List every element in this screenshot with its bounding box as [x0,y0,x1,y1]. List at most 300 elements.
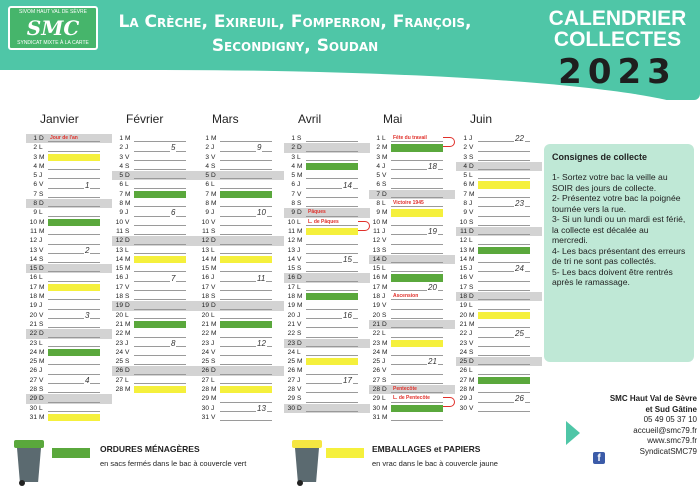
day-row [26,264,112,273]
day-letter: M [469,320,475,328]
day-row [112,385,198,394]
day-cell [478,349,530,356]
day-number: 6 [291,181,295,189]
day-cell [306,302,358,309]
day-number: 28 [372,386,380,394]
day-row [198,366,284,375]
day-number: 28 [201,386,209,394]
emballages-collection-cell [306,358,358,365]
day-number: 24 [201,348,209,356]
month-header: Juin [470,112,493,126]
day-letter: V [297,255,302,263]
day-letter: L [382,265,386,273]
day-cell [306,265,358,272]
day-row [26,153,112,162]
day-letter: J [211,144,215,152]
day-cell [391,293,443,300]
day-row [112,311,198,320]
day-cell [478,293,530,300]
day-letter: L [469,237,473,245]
day-row [456,376,542,385]
day-row [284,320,370,329]
day-row [26,339,112,348]
day-row [456,199,542,208]
day-number: 23 [201,339,209,347]
day-row [26,348,112,357]
day-letter: M [382,218,388,226]
day-cell [478,386,530,393]
day-letter: S [125,162,130,170]
day-row [26,283,112,292]
emballages-collection-cell [478,181,530,188]
day-row [198,320,284,329]
day-row [198,227,284,236]
calendar-title [535,8,700,50]
day-row [112,329,198,338]
day-letter: S [211,227,216,235]
day-number: 26 [459,367,467,375]
month-column [112,134,198,394]
day-letter: L [39,404,43,412]
day-letter: M [211,395,217,403]
day-letter: J [382,162,386,170]
day-letter: L [125,246,129,254]
day-number: 24 [372,348,380,356]
day-letter: D [39,200,44,208]
contact-block [567,394,697,457]
day-cell [391,247,443,254]
day-number: 19 [115,302,123,310]
day-number: 15 [201,265,209,273]
day-number: 23 [372,339,380,347]
day-number: 24 [459,348,467,356]
day-letter: M [297,227,303,235]
day-letter: D [297,274,302,282]
ordures-collection-cell [306,293,358,300]
day-cell [134,302,186,309]
week-number: 26 [515,394,524,404]
day-row [369,236,455,245]
day-cell [220,377,272,384]
day-row [198,171,284,180]
day-number: 20 [459,311,467,319]
day-row [284,376,370,385]
day-letter: M [39,358,45,366]
day-number: 21 [115,320,123,328]
day-letter: J [297,246,301,254]
day-number: 2 [205,144,209,152]
day-number: 21 [459,320,467,328]
day-number: 22 [29,330,37,338]
day-letter: S [297,395,302,403]
day-letter: M [297,367,303,375]
day-letter: S [39,190,44,198]
day-letter: D [125,367,130,375]
day-letter: M [211,200,217,208]
day-number: 17 [459,283,467,291]
day-letter: M [382,348,388,356]
day-cell [134,237,186,244]
week-number: 6 [171,208,176,218]
day-row [369,171,455,180]
day-row [284,264,370,273]
day-number: 26 [287,367,295,375]
day-number: 30 [287,404,295,412]
day-cell [478,191,530,198]
day-row [26,162,112,171]
day-number: 5 [463,172,467,180]
month-header: Février [126,112,164,126]
day-row [456,143,542,152]
day-letter: S [39,320,44,328]
ordures-collection-cell [391,405,443,412]
day-number: 8 [33,200,37,208]
day-cell [391,395,443,402]
day-letter: M [382,144,388,152]
emballages-collection-cell [306,228,358,235]
day-number: 31 [372,413,380,421]
day-cell [306,395,358,402]
day-number: 11 [116,227,123,235]
day-letter: M [211,320,217,328]
day-letter: L [382,200,386,208]
day-number: 22 [459,330,467,338]
day-number: 8 [463,200,467,208]
day-cell [391,265,443,272]
day-letter: V [469,339,474,347]
day-row [369,339,455,348]
day-number: 3 [205,153,209,161]
contact-name-2: et Sud Gâtine [645,404,697,414]
day-row [112,301,198,310]
day-cell [48,358,100,365]
contact-web[interactable]: www.smc79.fr [647,436,697,445]
day-letter: L [211,376,215,384]
day-cell [478,154,530,161]
day-letter: J [382,227,386,235]
day-letter: D [125,237,130,245]
calendar-title-line-2: COLLECTES [553,28,682,51]
day-cell [220,154,272,161]
week-number: 13 [257,403,266,413]
day-number: 27 [459,376,467,384]
ordures-desc: en sacs fermés dans le bac à couvercle vert [100,459,247,468]
day-number: 25 [201,358,209,366]
day-letter: M [382,209,388,217]
day-row [369,329,455,338]
day-cell [48,265,100,272]
day-row [198,208,284,217]
day-row [112,162,198,171]
day-letter: D [297,209,302,217]
day-number: 17 [287,283,295,291]
consigne-item: 5- Les bacs doivent être rentrés après le ramassage. [552,266,673,287]
day-number: 5 [376,172,380,180]
day-row [198,348,284,357]
day-cell [478,284,530,291]
day-cell [391,414,443,421]
day-number: 22 [201,330,209,338]
day-number: 13 [115,246,123,254]
day-row [198,404,284,413]
day-row [112,348,198,357]
day-cell [220,312,272,319]
day-row [369,292,455,301]
day-cell [48,321,100,328]
day-row [112,292,198,301]
ordures-collection-cell [391,144,443,151]
day-letter: V [469,274,474,282]
day-number: 6 [119,181,123,189]
day-number: 17 [201,283,209,291]
day-cell [306,135,358,142]
day-letter: L [39,209,43,217]
week-number: 22 [515,134,524,143]
day-letter: D [469,227,474,235]
day-letter: M [39,293,45,301]
day-row [26,208,112,217]
day-number: 20 [115,311,123,319]
day-row [456,190,542,199]
month-header: Mars [212,112,239,126]
day-number: 3 [463,153,467,161]
day-number: 10 [29,218,37,226]
day-number: 7 [119,190,123,198]
day-letter: D [382,255,387,263]
day-row [198,311,284,320]
day-letter: V [39,376,44,384]
day-cell [220,219,272,226]
day-cell [391,367,443,374]
week-number: 25 [515,329,524,339]
day-row [284,339,370,348]
day-row [198,255,284,264]
day-row [284,255,370,264]
day-letter: V [382,367,387,375]
day-number: 12 [459,237,467,245]
day-number: 14 [29,255,37,263]
day-number: 9 [119,209,123,217]
day-number: 1 [463,135,467,142]
day-row [284,171,370,180]
day-number: 2 [291,144,295,152]
day-row [26,171,112,180]
emballages-collection-cell [391,209,443,216]
day-row [26,329,112,338]
day-number: 1 [119,135,123,142]
day-number: 25 [29,358,37,366]
day-letter: V [469,404,474,412]
day-number: 28 [459,386,467,394]
day-number: 11 [373,227,380,235]
day-cell [220,200,272,207]
day-row [369,301,455,310]
day-row [112,255,198,264]
day-number: 7 [463,190,467,198]
day-row [284,199,370,208]
day-letter: D [39,395,44,403]
day-cell [48,395,100,402]
day-letter: M [211,135,217,142]
day-row [198,273,284,282]
week-number: 21 [428,357,437,367]
day-row [112,171,198,180]
day-number: 18 [115,293,123,301]
day-number: 1 [205,135,209,142]
day-row [456,339,542,348]
day-number: 28 [115,386,123,394]
day-number: 13 [29,246,37,254]
day-number: 15 [459,265,467,273]
day-letter: L [211,311,215,319]
green-bin-icon [14,440,44,486]
day-cell [478,256,530,263]
day-row [369,255,455,264]
day-letter: M [125,255,131,263]
day-number: 3 [291,153,295,161]
logo-top-text: SIVOM HAUT VAL DE SÈVRE [19,9,87,15]
day-letter: M [382,404,388,412]
day-number: 11 [202,227,209,235]
day-row [369,208,455,217]
day-cell [48,340,100,347]
week-number: 15 [343,254,352,264]
day-letter: D [297,144,302,152]
day-number: 1 [376,135,380,142]
day-number: 16 [459,274,467,282]
day-letter: J [382,358,386,366]
day-letter: J [297,376,301,384]
day-row [456,255,542,264]
day-number: 28 [29,386,37,394]
day-cell [306,367,358,374]
day-row [198,236,284,245]
day-cell [220,181,272,188]
communes-line-1: La Crèche, Exireuil, Fomperron, François, [118,12,472,32]
day-number: 29 [29,395,37,403]
day-letter: J [297,181,301,189]
day-number: 22 [372,330,380,338]
day-letter: S [211,358,216,366]
day-number: 6 [376,181,380,189]
day-row [284,208,370,217]
day-number: 7 [376,190,380,198]
day-cell [134,219,186,226]
day-letter: D [382,386,387,394]
day-number: 18 [201,293,209,301]
day-cell [48,274,100,281]
day-letter: S [382,376,387,384]
day-number: 9 [205,209,209,217]
day-cell [391,386,443,393]
day-cell [134,144,186,151]
day-row [456,246,542,255]
day-letter: J [39,237,43,245]
emballages-desc: en vrac dans le bac à couvercle jaune [372,459,498,468]
contact-facebook[interactable]: SyndicatSMC79 [639,446,697,456]
day-row [198,143,284,152]
day-cell [220,172,272,179]
day-row [26,246,112,255]
day-number: 29 [287,395,295,403]
day-number: 30 [372,404,380,412]
week-number: 11 [257,273,266,283]
day-letter: S [469,283,474,291]
day-number: 4 [119,162,123,170]
day-row [198,218,284,227]
day-row [369,385,455,394]
day-number: 29 [201,395,209,403]
week-number: 2 [85,245,90,255]
day-number: 8 [291,200,295,208]
day-cell [134,340,186,347]
day-letter: L [297,153,301,161]
day-number: 16 [287,274,295,282]
day-letter: M [125,330,131,338]
day-row [198,394,284,403]
day-row [284,143,370,152]
day-cell [48,237,100,244]
week-number: 8 [171,338,176,348]
day-number: 20 [287,311,295,319]
day-cell [134,135,186,142]
emballages-title: EMBALLAGES et PAPIERS [372,444,481,454]
day-letter: V [125,153,130,161]
day-number: 5 [33,172,37,180]
day-number: 8 [376,200,380,208]
day-letter: J [469,200,473,208]
holiday-label: Ascension [393,293,419,300]
day-row [112,236,198,245]
day-row [198,339,284,348]
day-cell [391,377,443,384]
day-row [369,357,455,366]
day-letter: M [39,162,45,170]
day-row [112,246,198,255]
day-letter: V [39,246,44,254]
day-row [284,134,370,143]
day-letter: J [211,339,215,347]
day-cell [391,172,443,179]
day-letter: M [382,153,388,161]
day-letter: D [39,135,44,142]
month-column [284,134,370,413]
day-cell [134,274,186,281]
day-letter: S [125,227,130,235]
day-row [198,199,284,208]
day-letter: D [382,320,387,328]
day-number: 13 [372,246,380,254]
day-number: 19 [29,302,37,310]
day-cell [220,284,272,291]
ordures-collection-cell [478,247,530,254]
contact-email[interactable]: accueil@smc79.fr [633,425,697,435]
day-number: 25 [115,358,123,366]
day-letter: L [469,172,473,180]
day-letter: V [469,209,474,217]
day-letter: J [469,265,473,273]
day-number: 14 [372,255,380,263]
day-row [369,180,455,189]
emballages-swatch [326,448,364,458]
day-cell [134,154,186,161]
day-number: 23 [287,339,295,347]
consigne-item: 3- Si un lundi ou un mardi est férié, la collecte est décalée au mercredi. [552,214,686,245]
day-number: 28 [287,386,295,394]
day-row [26,301,112,310]
day-cell [48,256,100,263]
day-cell [48,172,100,179]
